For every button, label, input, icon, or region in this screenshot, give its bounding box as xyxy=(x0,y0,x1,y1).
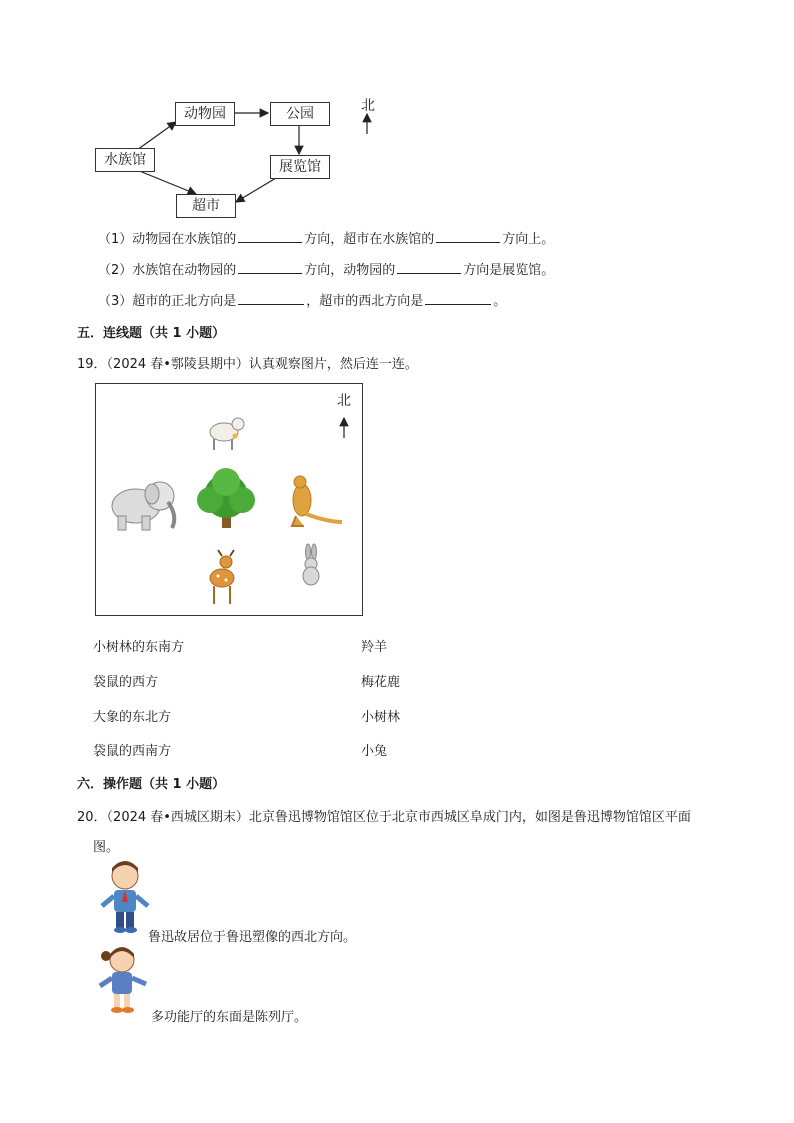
antelope-icon xyxy=(210,418,244,450)
box-zoo: 动物园 xyxy=(175,102,235,126)
box-exhibition: 展览馆 xyxy=(270,155,330,179)
left-item-1[interactable]: 小树林的东南方 xyxy=(93,640,185,655)
section-5-title: 五．连线题（共 1 小题） xyxy=(77,326,226,341)
boy-speech: 鲁迅故居位于鲁迅塑像的西北方向。 xyxy=(148,930,357,945)
kangaroo-icon xyxy=(292,476,342,526)
answer-blank[interactable] xyxy=(425,292,491,305)
girl-speech: 多功能厅的东面是陈列厅。 xyxy=(151,1010,308,1025)
arrow-aquarium-to-supermarket xyxy=(137,170,196,194)
arrow-aquarium-to-zoo xyxy=(137,122,176,150)
section-6-title: 六．操作题（共 1 小题） xyxy=(77,777,226,792)
right-item-3[interactable]: 小树林 xyxy=(361,710,401,725)
q19-stem: 19．（2024 春•鄠陵县期中）认真观察图片，然后连一连。 xyxy=(77,357,418,372)
answer-blank[interactable] xyxy=(238,230,302,243)
diagram-arrows xyxy=(0,0,794,230)
right-item-2[interactable]: 梅花鹿 xyxy=(361,675,401,690)
q18-line-3: （3）超市的正北方向是 ，超市的西北方向是 。 xyxy=(98,294,507,309)
box-aquarium: 水族馆 xyxy=(95,148,155,172)
elephant-icon xyxy=(112,482,174,530)
q20-stem-line-2: 图。 xyxy=(93,840,120,855)
box-park: 公园 xyxy=(270,102,330,126)
q18-line-2: （2）水族馆在动物园的 方向，动物园的 方向是展览馆。 xyxy=(98,263,555,278)
right-item-4[interactable]: 小兔 xyxy=(361,744,388,759)
answer-blank[interactable] xyxy=(397,261,461,274)
rabbit-icon xyxy=(303,544,319,585)
box-supermarket: 超市 xyxy=(176,194,236,218)
map-drawings xyxy=(96,384,362,615)
girl-avatar xyxy=(98,944,150,1016)
left-item-4[interactable]: 袋鼠的西南方 xyxy=(93,744,172,759)
answer-blank[interactable] xyxy=(238,292,304,305)
answer-blank[interactable] xyxy=(238,261,302,274)
arrow-exhibition-to-supermarket xyxy=(236,178,276,202)
boy-avatar xyxy=(100,860,150,936)
tree-icon xyxy=(197,468,255,528)
q18-line-1: （1）动物园在水族馆的 方向，超市在水族馆的 方向上。 xyxy=(98,232,555,247)
left-item-2[interactable]: 袋鼠的西方 xyxy=(93,675,159,690)
q20-stem-line-1: 20．（2024 春•西城区期末）北京鲁迅博物馆馆区位于北京市西城区阜成门内，如图是鲁迅博物馆馆区平面 xyxy=(77,810,691,825)
answer-blank[interactable] xyxy=(436,230,500,243)
animal-map xyxy=(95,383,363,616)
north-label: 北 xyxy=(361,98,375,114)
left-item-3[interactable]: 大象的东北方 xyxy=(93,710,172,725)
right-item-1[interactable]: 羚羊 xyxy=(361,640,388,655)
deer-icon xyxy=(210,550,234,604)
map-north-label: 北 xyxy=(337,393,351,409)
